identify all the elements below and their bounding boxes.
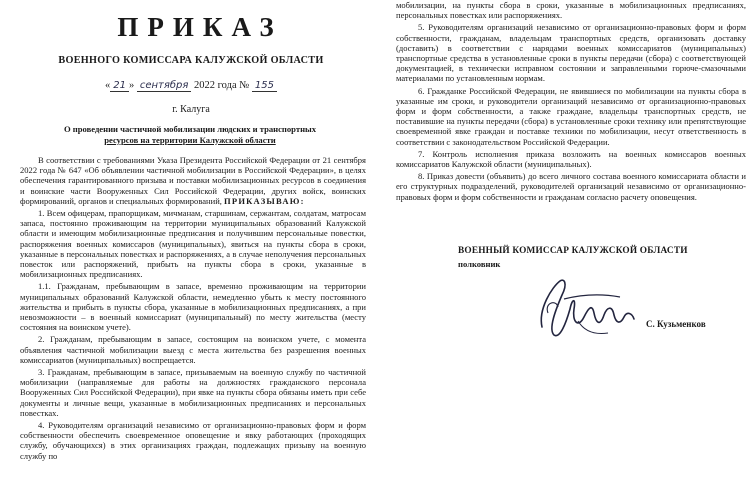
signatory-rank: полковник [458, 258, 501, 269]
number-label: № [239, 80, 250, 91]
document-title: ПРИКАЗ [117, 12, 283, 42]
paragraph-7: 7. Контроль исполнения приказа возложить на военных комиссаров военных комиссариатов Калужской области (муниципальных). [396, 148, 746, 170]
paragraph-3: 3. Гражданам, пребывающим в запасе, призываемым на военную службу по частичной мобилизации (направляемые для работы на должностях гражданского персонала Вооруженных Сил Российской Федерации), при явке на пункты сбора обязаны иметь при себе документы и личные вещи, указанные в мобилизационных предписаниях и персональных повестках. [20, 367, 366, 418]
paragraph-1-1: 1.1. Гражданам, пребывающим в запасе, временно проживающим на территории муниципальных образований Калужской области, немедленно убыть к месту постоянного жительства и прибыть в пункты сбора, указанные в мобилизационных предписаниях, а при невозможности – в военный комиссариат (муниципальный) по месту жительства (месту состояния на воинском учете). [20, 281, 366, 333]
date-month: сентября [137, 80, 192, 92]
order-body-left [20, 155, 366, 461]
date-open-quote: « [104, 80, 111, 91]
paragraph-4: 4. Руководителям организаций независимо от организационно-правовых форм и форм собственности обеспечить своевременное оповещение и явку работающих (проходящих службу, обучающихся) в этих организациях граждан, подлежащих призыву на военную службу по [20, 420, 366, 461]
date-close-quote: » [128, 80, 135, 91]
paragraph-8: 8. Приказ довести (объявить) до всего личного состава военного комиссариата области и его структурных подразделений, руководителей организаций независимо от организационно-правовых форм и форм собственности и гражданам согласно расчету оповещения. [396, 171, 746, 202]
left-page [6, 0, 366, 490]
paragraph-4-continued: мобилизации, на пункты сбора в сроки, указанные в мобилизационных предписаниях, персональных повестках или распоряжениях. [396, 0, 746, 21]
paragraph-5: 5. Руководителям организаций независимо от организационно-правовых форм и форм собственности, гражданам, владельцам транспортных средств, организовать доставку (доставить) в соответствии с нарядами военных комиссариатов (муниципальных) транспортные средства в установленные сроки в пункты передачи (сбора) с соответствующей документацией, в технически исправном состоянии и заправленными горюче-смазочными материалами по установленным нормам. [396, 22, 746, 84]
subject-line-2: ресурсов на территории Калужской области [104, 134, 276, 145]
paragraph-6: 6. Гражданке Российской Федерации, не явившиеся по мобилизации на пункты сбора в указанные им сроки, и руководители организаций независимо от организационно-правовых форм и форм собственности, а также граждане, владельцы транспортных средств, не поставившие на пункты передачи (сбора) в установленные сроки технику или препятствующие своевременной явке граждан и поставке техники по мобилизации, несут ответственность в соответствии с законодательством Российской Федерации. [396, 85, 746, 147]
right-page [384, 0, 746, 490]
preamble [20, 155, 366, 206]
paragraph-2: 2. Гражданам, пребывающим в запасе, состоящим на воинском учете, с момента объявления частичной мобилизации выезд с места жительства без разрешения военных комиссариатов (муниципальных) воспрещается. [20, 334, 366, 365]
date-line [16, 80, 366, 92]
issuing-organization: ВОЕННОГО КОМИССАРА КАЛУЖСКОЙ ОБЛАСТИ [58, 55, 324, 66]
preamble-text: В соответствии с требованиями Указа Президента Российской Федерации от 21 сентября 2022 года № 647 «Об объявлении частичной мобилизации в Российской Федерации», в целях обеспечения гарантированного призыва и поставки мобилизационных ресурсов в соединения и воинские части Вооруженных Сил Российской Федерации, других войск, воинских формирований, органов и специальных формирований, [20, 155, 366, 206]
city: г. Калуга [172, 104, 210, 115]
paragraph-1: 1. Всем офицерам, прапорщикам, мичманам, старшинам, сержантам, солдатам, матросам запаса, постоянно проживающим на территории муниципальных образований Калужской области и имеющим мобилизационные предписания и получившим персональные повестки, распоряжения военных комиссаров (муниципальных), явиться на пункты сбора в сроки, указанные в персональных повестках и распоряжениях, а в случае неполучения персональных повесток или распоряжений, прибыть на пункты сбора в сроки, указанные в мобилизационных предписаниях. [20, 208, 366, 280]
order-subject [14, 124, 366, 145]
order-body-right [396, 0, 746, 202]
date-day: 21 [110, 80, 129, 92]
signatory-name: С. Кузьменков [646, 318, 706, 329]
date-year: 2022 года [194, 80, 237, 91]
subject-line-1: О проведении частичной мобилизации людских и транспортных [63, 124, 317, 134]
order-word: ПРИКАЗЫВАЮ: [224, 195, 305, 206]
handwritten-signature [534, 269, 644, 349]
order-number: 155 [252, 80, 277, 92]
signature-block [384, 269, 746, 359]
signatory-title: ВОЕННЫЙ КОМИССАР КАЛУЖСКОЙ ОБЛАСТИ [458, 245, 688, 256]
